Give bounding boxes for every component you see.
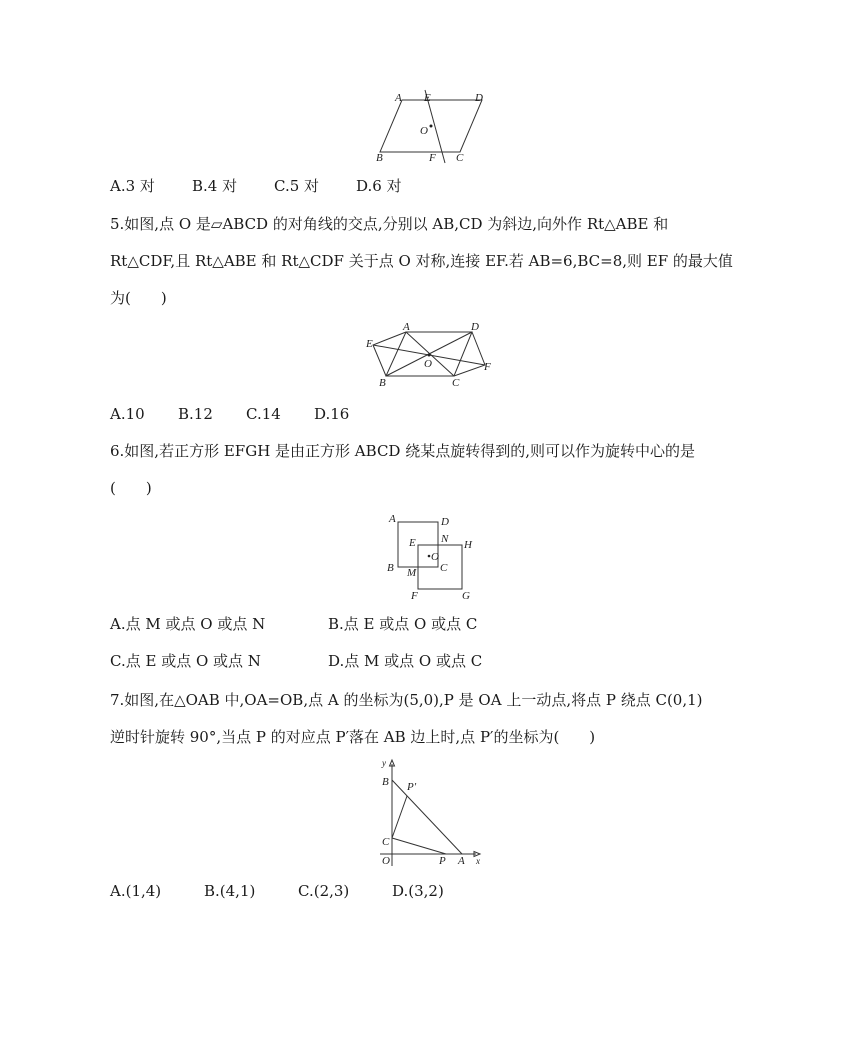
q6-label-e: E xyxy=(409,537,416,549)
q6-option-a[interactable]: A.点 M 或点 O 或点 N xyxy=(110,615,266,633)
q6-stem-line2: ( ) xyxy=(110,479,152,497)
q7-label-c: C xyxy=(382,836,390,848)
q7-options xyxy=(110,881,444,901)
q5-option-b[interactable]: B.12 xyxy=(178,405,213,423)
q5-options xyxy=(110,404,349,424)
q7-option-b[interactable]: B.(4,1) xyxy=(204,882,256,900)
q6-options-row1 xyxy=(110,614,477,634)
q5-label-c: C xyxy=(452,377,460,389)
q7-label-p: P xyxy=(439,855,446,867)
q4-option-d[interactable]: D.6 对 xyxy=(356,177,402,195)
q6-label-g: G xyxy=(462,590,470,602)
q5-option-c[interactable]: C.14 xyxy=(246,405,281,423)
q7-label-y: y xyxy=(382,758,386,768)
q6-label-n: N xyxy=(441,533,449,545)
q5-point-o xyxy=(428,354,431,357)
q6-label-b: B xyxy=(387,562,394,574)
q7-segment-ba xyxy=(392,780,462,854)
q5-option-a[interactable]: A.10 xyxy=(110,405,145,423)
q4-figure xyxy=(370,86,500,166)
q4-option-a[interactable]: A.3 对 xyxy=(110,177,155,195)
q5-label-b: B xyxy=(379,377,386,389)
q7-segment-cp xyxy=(392,838,446,854)
q6-label-c: C xyxy=(440,562,448,574)
q4-point-o xyxy=(430,125,433,128)
q5-option-d[interactable]: D.16 xyxy=(314,405,350,423)
q5-label-e: E xyxy=(366,338,373,350)
q7-option-d[interactable]: D.(3,2) xyxy=(392,882,444,900)
q7-label-p-prime: P′ xyxy=(407,781,417,793)
q5-stem-line1: 5.如图,点 O 是▱ABCD 的对角线的交点,分别以 AB,CD 为斜边,向外作 Rt△ABE 和 xyxy=(110,215,669,233)
q4-label-e: E xyxy=(424,92,431,104)
q4-label-b: B xyxy=(376,152,383,164)
q6-label-o: O xyxy=(431,551,439,563)
q6-figure xyxy=(380,510,490,602)
q6-label-d: D xyxy=(441,516,449,528)
q5-label-a: A xyxy=(403,321,410,333)
q4-label-o: O xyxy=(420,125,428,137)
q5-stem-line3: 为( ) xyxy=(110,289,167,307)
q7-label-a: A xyxy=(458,855,465,867)
q7-option-c[interactable]: C.(2,3) xyxy=(298,882,350,900)
q4-option-b[interactable]: B.4 对 xyxy=(192,177,238,195)
q7-figure xyxy=(372,758,492,868)
q5-label-f: F xyxy=(484,361,491,373)
q4-label-c: C xyxy=(456,152,464,164)
q6-label-h: H xyxy=(464,539,472,551)
q6-stem-line1: 6.如图,若正方形 EFGH 是由正方形 ABCD 绕某点旋转得到的,则可以作为旋转中心的是 xyxy=(110,442,695,460)
q7-label-o: O xyxy=(382,855,390,867)
q5-figure xyxy=(360,318,500,394)
q6-point-o xyxy=(428,555,431,558)
q5-label-d: D xyxy=(471,321,479,333)
q7-option-a[interactable]: A.(1,4) xyxy=(110,882,162,900)
q6-option-c[interactable]: C.点 E 或点 O 或点 N xyxy=(110,652,261,670)
q4-options xyxy=(110,176,402,196)
q6-label-a: A xyxy=(389,513,396,525)
q6-label-m: M xyxy=(407,567,417,579)
q4-label-f: F xyxy=(429,152,436,164)
q5-stem-line2: Rt△CDF,且 Rt△ABE 和 Rt△CDF 关于点 O 对称,连接 EF.若 AB=6,BC=8,则 EF 的最大值 xyxy=(110,252,733,270)
q7-stem-line2: 逆时针旋转 90°,当点 P 的对应点 P′落在 AB 边上时,点 P′的坐标为( ) xyxy=(110,728,596,746)
q4-option-c[interactable]: C.5 对 xyxy=(274,177,320,195)
q7-segment-cp-prime xyxy=(392,796,407,838)
q6-options-row2 xyxy=(110,651,482,671)
q4-label-d: D xyxy=(475,92,483,104)
q7-stem-line1: 7.如图,在△OAB 中,OA=OB,点 A 的坐标为(5,0),P 是 OA 上一动点,将点 P 绕点 C(0,1) xyxy=(110,691,703,709)
q7-label-x: x xyxy=(476,856,480,866)
q5-label-o: O xyxy=(424,358,432,370)
q6-option-d[interactable]: D.点 M 或点 O 或点 C xyxy=(328,652,483,670)
q4-label-a: A xyxy=(395,92,402,104)
q7-label-b: B xyxy=(382,776,389,788)
q6-option-b[interactable]: B.点 E 或点 O 或点 C xyxy=(328,615,478,633)
q6-label-f: F xyxy=(411,590,418,602)
